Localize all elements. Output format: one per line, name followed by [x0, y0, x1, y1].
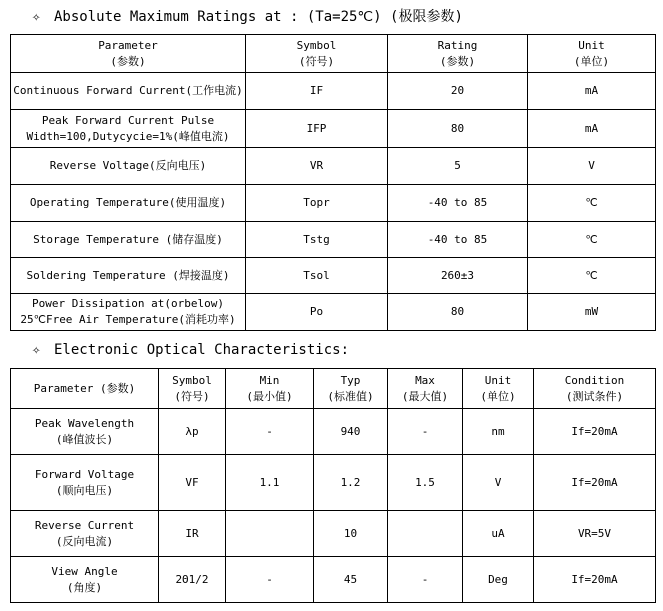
- symbol-cell: Tstg: [246, 222, 388, 258]
- unit-cell: ℃: [528, 258, 656, 294]
- header-typ: Typ (标准值): [314, 369, 388, 409]
- condition-cell: If=20mA: [534, 455, 656, 511]
- unit-cell: ℃: [528, 185, 656, 222]
- header-unit: Unit (单位): [463, 369, 534, 409]
- min-cell: -: [226, 557, 314, 603]
- param-cell: Forward Voltage (顺向电压): [11, 455, 159, 511]
- rating-cell: 80: [388, 294, 528, 331]
- header-max: Max (最大值): [388, 369, 463, 409]
- header-parameter: Parameter (参数): [11, 35, 246, 73]
- unit-cell: V: [528, 148, 656, 185]
- table-row: [11, 73, 656, 110]
- header-unit: Unit (单位): [528, 35, 656, 73]
- header-symbol: Symbol (符号): [159, 369, 226, 409]
- min-cell: 1.1: [226, 455, 314, 511]
- typ-cell: 940: [314, 409, 388, 455]
- table-row: [11, 222, 656, 258]
- max-cell: [388, 511, 463, 557]
- table-row: [11, 110, 656, 148]
- param-cell: Continuous Forward Current(工作电流): [11, 73, 246, 110]
- min-cell: [226, 511, 314, 557]
- param-cell: Peak Forward Current Pulse Width=100,Dutycycie=1%(峰值电流): [11, 110, 246, 148]
- header-symbol: Symbol (符号): [246, 35, 388, 73]
- typ-cell: 10: [314, 511, 388, 557]
- symbol-cell: IF: [246, 73, 388, 110]
- param-cell: Reverse Voltage(反向电压): [11, 148, 246, 185]
- table-row: [11, 409, 656, 455]
- max-cell: 1.5: [388, 455, 463, 511]
- symbol-cell: IR: [159, 511, 226, 557]
- max-cell: -: [388, 557, 463, 603]
- symbol-cell: VR: [246, 148, 388, 185]
- unit-cell: uA: [463, 511, 534, 557]
- condition-cell: VR=5V: [534, 511, 656, 557]
- param-cell: Reverse Current (反向电流): [11, 511, 159, 557]
- typ-cell: 1.2: [314, 455, 388, 511]
- unit-cell: mA: [528, 73, 656, 110]
- symbol-cell: IFP: [246, 110, 388, 148]
- rating-cell: -40 to 85: [388, 185, 528, 222]
- unit-cell: Deg: [463, 557, 534, 603]
- unit-cell: V: [463, 455, 534, 511]
- symbol-cell: Topr: [246, 185, 388, 222]
- table-header-row: [11, 35, 656, 73]
- absolute-max-ratings-heading: [32, 6, 463, 26]
- table-header-row: [11, 369, 656, 409]
- absolute-max-ratings-table: [10, 34, 656, 331]
- unit-cell: ℃: [528, 222, 656, 258]
- typ-cell: 45: [314, 557, 388, 603]
- section-title: Electronic Optical Characteristics:: [54, 342, 350, 358]
- diamond-icon: ✧: [32, 342, 41, 358]
- symbol-cell: VF: [159, 455, 226, 511]
- min-cell: -: [226, 409, 314, 455]
- symbol-cell: Tsol: [246, 258, 388, 294]
- header-rating: Rating (参数): [388, 35, 528, 73]
- rating-cell: -40 to 85: [388, 222, 528, 258]
- header-min: Min (最小值): [226, 369, 314, 409]
- param-cell: Soldering Temperature (焊接温度): [11, 258, 246, 294]
- table-row: [11, 148, 656, 185]
- unit-cell: nm: [463, 409, 534, 455]
- symbol-cell: 2Θ1/2: [159, 557, 226, 603]
- rating-cell: 20: [388, 73, 528, 110]
- param-cell: Storage Temperature (储存温度): [11, 222, 246, 258]
- table-row: [11, 455, 656, 511]
- condition-cell: If=20mA: [534, 409, 656, 455]
- table-row: [11, 511, 656, 557]
- param-cell: View Angle (角度): [11, 557, 159, 603]
- symbol-cell: λp: [159, 409, 226, 455]
- table-row: [11, 294, 656, 331]
- max-cell: -: [388, 409, 463, 455]
- param-cell: Operating Temperature(使用温度): [11, 185, 246, 222]
- rating-cell: 5: [388, 148, 528, 185]
- unit-cell: mA: [528, 110, 656, 148]
- header-condition: Condition (测试条件): [534, 369, 656, 409]
- electronic-optical-table: [10, 368, 656, 603]
- condition-cell: If=20mA: [534, 557, 656, 603]
- table-row: [11, 258, 656, 294]
- param-cell: Peak Wavelength (峰值波长): [11, 409, 159, 455]
- section-title: Absolute Maximum Ratings at : (Ta=25℃) (极限参数): [54, 9, 463, 25]
- unit-cell: mW: [528, 294, 656, 331]
- rating-cell: 80: [388, 110, 528, 148]
- diamond-icon: ✧: [32, 9, 41, 25]
- electronic-optical-heading: [32, 342, 349, 358]
- symbol-cell: Po: [246, 294, 388, 331]
- table-row: [11, 185, 656, 222]
- rating-cell: 260±3: [388, 258, 528, 294]
- header-parameter: Parameter (参数): [11, 369, 159, 409]
- table-row: [11, 557, 656, 603]
- param-cell: Power Dissipation at(orbelow) 25℃Free Air Temperature(消耗功率): [11, 294, 246, 331]
